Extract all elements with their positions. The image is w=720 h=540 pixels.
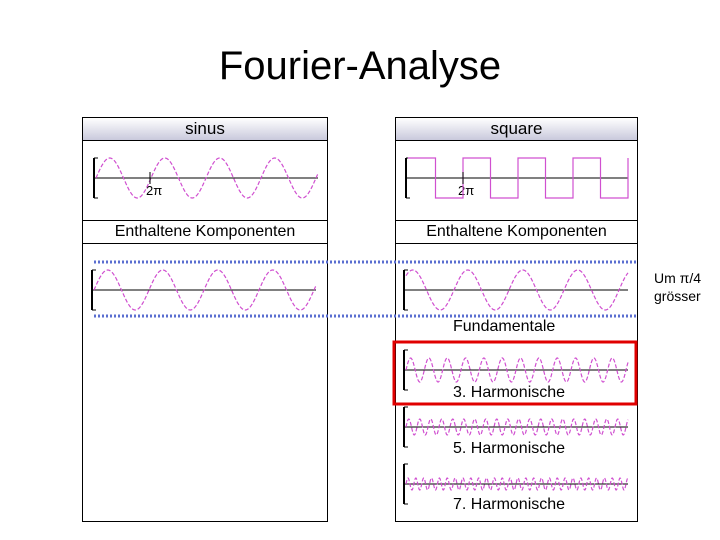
sinus-axis-label: 2π: [146, 183, 163, 198]
harmonic-5-label: 5. Harmonische: [453, 440, 566, 457]
harmonic-7-label: 7. Harmonische: [453, 496, 566, 513]
fundamental-label: Fundamentale: [453, 318, 556, 335]
sinus-components-label: Enthaltene Komponenten: [82, 220, 328, 244]
square-header: square: [396, 118, 637, 141]
annotation-line2: grösser: [654, 288, 701, 304]
harmonic-3-label: 3. Harmonische: [453, 384, 566, 401]
square-components-label: Enthaltene Komponenten: [395, 220, 638, 244]
page-title: Fourier-Analyse: [218, 44, 502, 88]
sinus-header: sinus: [83, 118, 327, 141]
annotation-line1: Um π/4: [654, 270, 701, 286]
square-axis-label: 2π: [458, 183, 475, 198]
